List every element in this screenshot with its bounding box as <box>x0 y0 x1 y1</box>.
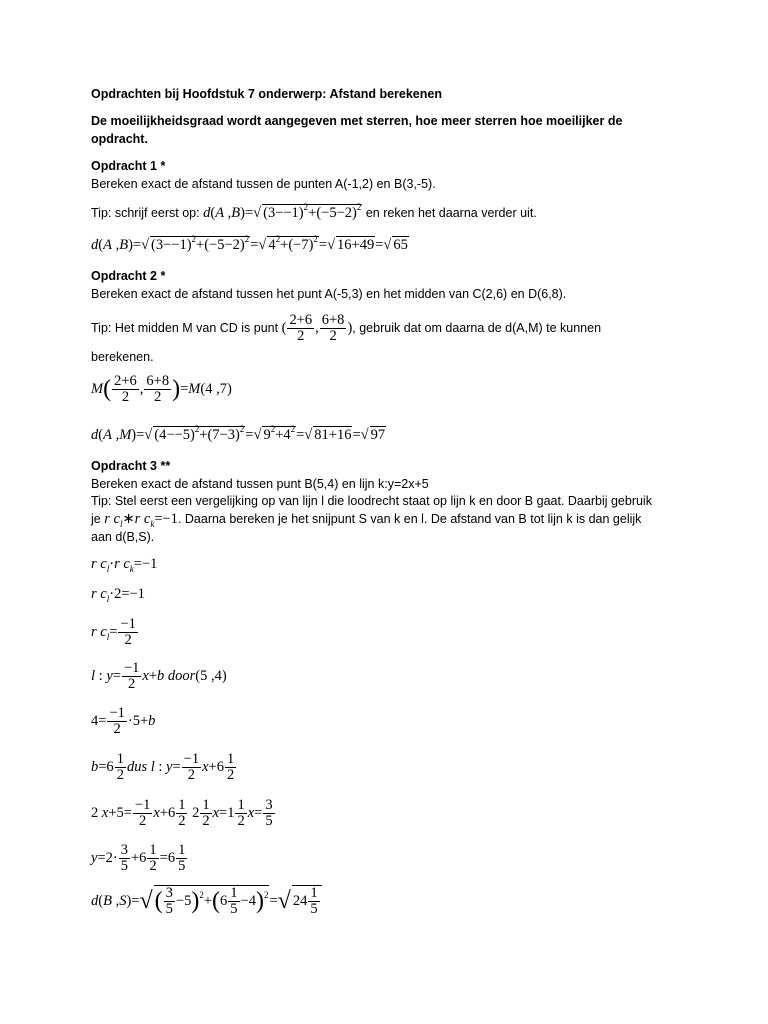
opdracht-2-heading: Opdracht 2 * <box>91 269 166 283</box>
opdracht-2-solution: d(A ,M)=√ $(4--5)^2+(7-3)^2=√$ $9^2+4^2=√$ 81+16=√ 97 <box>91 424 386 443</box>
opdracht-2-tip <box>91 313 601 344</box>
perpendicular-formula: r $c_l∗r$ $c_k=-1$ <box>104 511 178 529</box>
step-8: y=2· $\frac{3}{5}$ +6 $\frac{1}{2}$ =6 $\frac{1}{5}$ <box>91 842 186 874</box>
midpoint-solution: M( $\frac{2+6}{2}$ , $\frac{6+8}{2}$ )=M(4 ,7) <box>91 373 232 405</box>
opdracht-2-question: Bereken exact de afstand tussen het punt A(-5,3) en het midden van C(2,6) en D(6,8). <box>91 287 567 301</box>
opdracht-1-heading: Opdracht 1 * <box>91 159 166 173</box>
document-title: Opdrachten bij Hoofdstuk 7 onderwerp: Afstand berekenen <box>91 87 442 101</box>
opdracht-1-tip <box>91 204 537 222</box>
tip-text: Tip: Het midden M van CD is punt <box>91 320 279 335</box>
tip-text-end: . Daarna bereken je het snijpunt S van k en l. De afstand van B tot lijn k is dan gelijk <box>177 512 642 526</box>
opdracht-1-solution: d(A ,B)=√ $(3--1)^2+(-5-2)^2=√$ $4^2+(-7)^2=√$ 16+49=√ 65 <box>91 234 408 253</box>
step-9: d(B ,S)=√( $\frac{3}{5}$ −5)$^2$+(6 $\frac{1}{5}$ −4)$^2$=√ 24 $\frac{1}{5}$ <box>91 885 322 917</box>
opdracht-2-tip-line-2: berekenen. <box>91 350 154 364</box>
intro-line-2: opdracht. <box>91 132 148 146</box>
step-3: r $c_l=$ $\frac{-1}{2}$ <box>91 616 136 648</box>
tip-formula: d(A ,B)=√ $(3--1)^2+(-5-2)^2$ <box>203 202 362 221</box>
step-5: 4= $\frac{-1}{2}$ ·5+b <box>91 705 156 737</box>
intro-line-1: De moeilijkheidsgraad wordt aangegeven met sterren, hoe meer sterren hoe moeilijker de <box>91 114 623 128</box>
tip-text-end: en reken het daarna verder uit. <box>365 206 537 220</box>
opdracht-1-question: Bereken exact de afstand tussen de punten A(-1,2) en B(3,-5). <box>91 177 436 191</box>
tip-text: je <box>91 512 101 526</box>
tip-text-end: , gebruik dat om daarna de d(A,M) te kunnen <box>352 320 602 335</box>
step-7: 2 x+5= $\frac{-1}{2}$ x+6 $\frac{1}{2}$ 2 $\frac{1}{2}$ x=1 $\frac{1}{2}$ x= $\frac{3}{5}$ <box>91 797 273 829</box>
opdracht-3-heading: Opdracht 3 ** <box>91 459 171 473</box>
midpoint-formula: ( $\frac{2+6}{2}$ , $\frac{6+8}{2}$ ) <box>281 312 353 344</box>
tip-text: Tip: schrijf eerst op: <box>91 206 200 220</box>
step-2: r $c_l\cdot 2=-1$ <box>91 586 145 604</box>
opdracht-3-tip-line-2 <box>91 511 641 528</box>
step-4: l : y= $\frac{-1}{2}$ x+b door(5 ,4) <box>91 660 227 692</box>
opdracht-3-tip-line-1: Tip: Stel eerst een vergelijking op van lijn l die loodrecht staat op lijn k en door B gaat. Daarbij gebruik <box>91 494 652 508</box>
opdracht-3-question: Bereken exact de afstand tussen punt B(5,4) en lijn k:y=2x+5 <box>91 477 429 491</box>
step-1: r $c_l\cdot r$ $c_k=-1$ <box>91 556 158 574</box>
opdracht-3-tip-line-3: aan d(B,S). <box>91 530 155 544</box>
step-6: b=6 $\frac{1}{2}$ dus l : y= $\frac{-1}{2}$ x+6 $\frac{1}{2}$ <box>91 751 235 783</box>
